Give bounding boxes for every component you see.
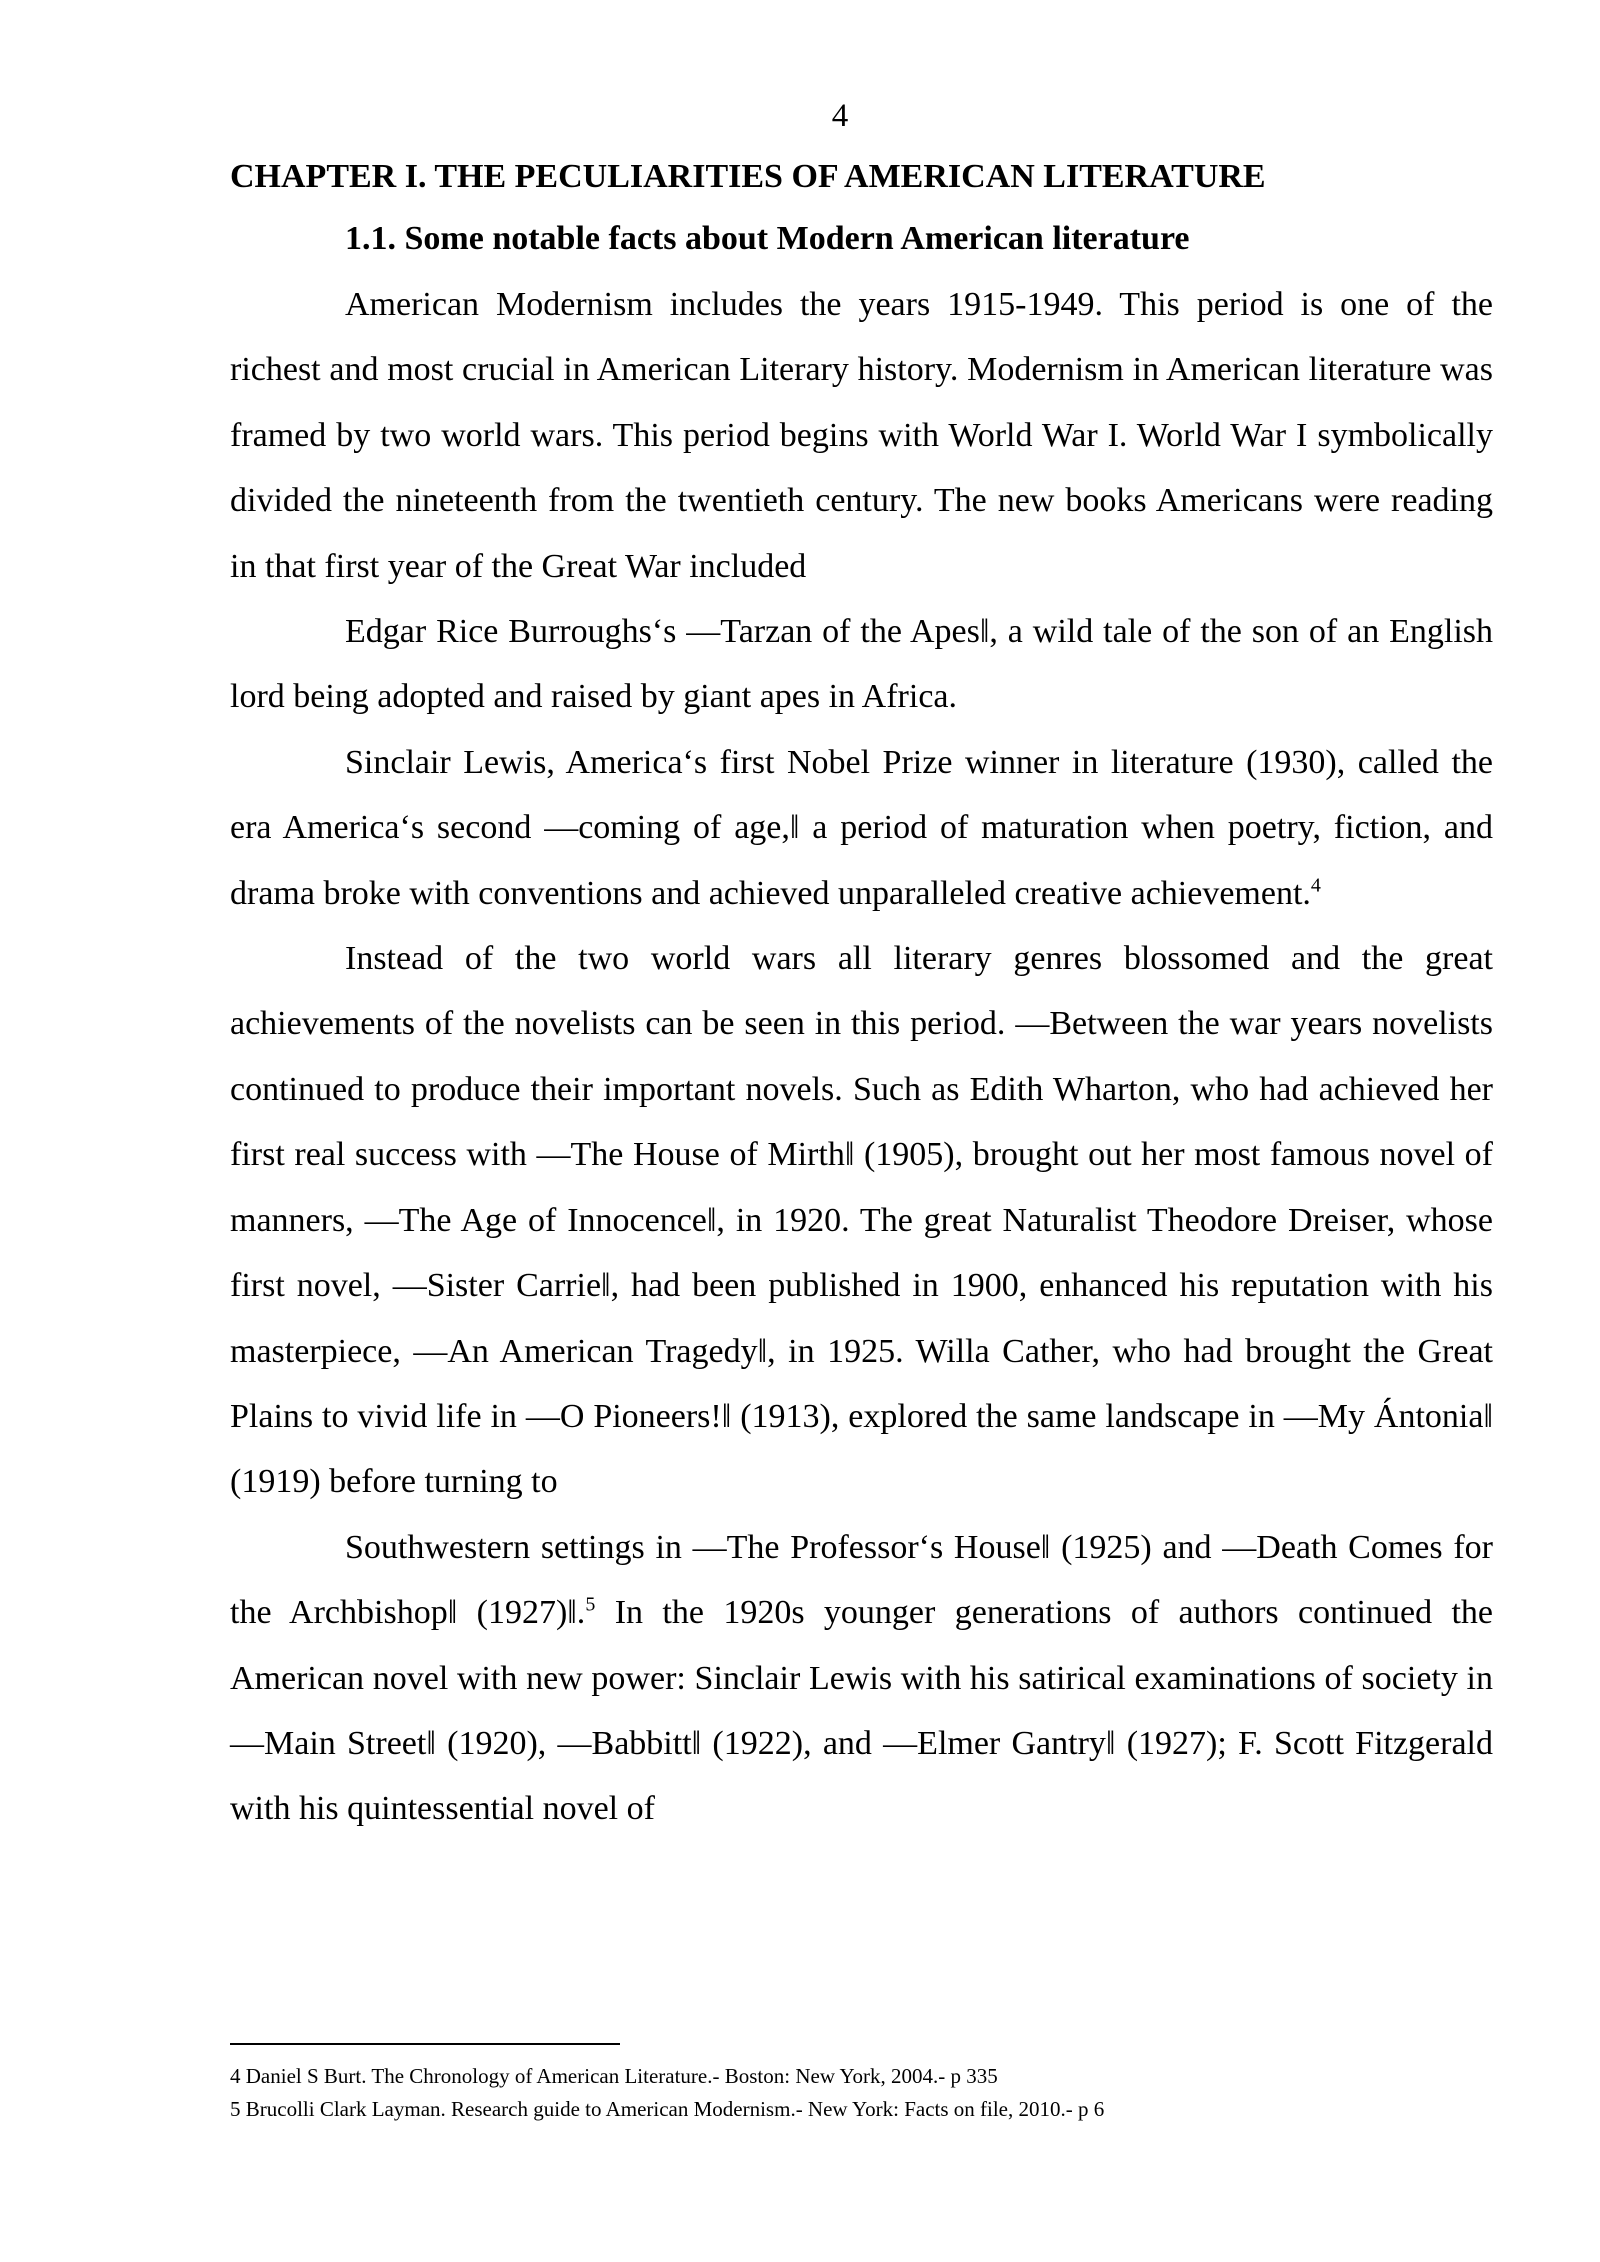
- footnote-4: 4 Daniel S Burt. The Chronology of American Literature.- Boston: New York, 2004.- p 335: [230, 2064, 998, 2088]
- paragraph-5: [230, 1515, 1493, 1842]
- paragraph-text: Sinclair Lewis, America‘s first Nobel Prize winner in literature (1930), called the era America‘s second ―coming of age,‖ a period of maturation when poetry, fiction, and drama broke with conventions and achieved unparalleled creative achievement.: [230, 743, 1493, 912]
- chapter-title: CHAPTER I. THE PECULIARITIES OF AMERICAN LITERATURE: [230, 158, 1266, 195]
- paragraph-text: Southwestern settings in ―The Professor‘s House‖ (1925) and ―Death Comes for the Archbishop‖ (1927)‖.: [230, 1528, 1493, 1632]
- footnotes: [230, 2060, 1493, 2126]
- paragraph-text-continued: In the 1920s younger generations of authors continued the American novel with new power: Sinclair Lewis with his satirical examinations of society in ―Main Street‖ (1920), ―Babbitt‖ (1922), and ―Elmer Gantry‖ (1927); F. Scott Fitzgerald with his quintessential novel of: [230, 1594, 1493, 1828]
- page-number: 4: [831, 98, 849, 134]
- paragraph-4: [230, 926, 1493, 1515]
- paragraph-1: [230, 272, 1493, 599]
- paragraph-3: [230, 730, 1493, 926]
- footnote-5: 5 Brucolli Clark Layman. Research guide to American Modernism.- New York: Facts on file, 2010.- p 6: [230, 2097, 1105, 2121]
- paragraph-text: Edgar Rice Burroughs‘s ―Tarzan of the Apes‖, a wild tale of the son of an English lord being adopted and raised by giant apes in Africa.: [230, 613, 1493, 716]
- paragraph-text: American Modernism includes the years 1915-1949. This period is one of the richest and most crucial in American Literary history. Modernism in American literature was framed by two world wars. This period begins with World War I. World War I symbolically divided the nineteenth from the twentieth century. The new books Americans were reading in that first year of the Great War included: [230, 286, 1493, 585]
- section-title: 1.1. Some notable facts about Modern American literature: [345, 220, 1190, 257]
- footnote-ref-5[interactable]: 5: [585, 1593, 596, 1616]
- paragraph-text: Instead of the two world wars all literary genres blossomed and the great achievements of the novelists can be seen in this period. ―Between the war years novelists continued to produce their important novels. Such as Edith Wharton, who had achieved her first real success with ―The House of Mirth‖ (1905), brought out her most famous novel of manners, ―The Age of Innocence‖, in 1920. The great Naturalist Theodore Dreiser, whose first novel, ―Sister Carrie‖, had been published in 1900, enhanced his reputation with his masterpiece, ―An American Tragedy‖, in 1925. Willa Cather, who had brought the Great Plains to vivid life in ―O Pioneers!‖ (1913), explored the same landscape in ―My Ántonia‖ (1919) before turning to: [230, 940, 1493, 1501]
- paragraph-2: [230, 599, 1493, 730]
- main-content: [230, 148, 1493, 1842]
- footnote-separator: [230, 2043, 620, 2045]
- footnote-ref-4[interactable]: 4: [1310, 874, 1321, 897]
